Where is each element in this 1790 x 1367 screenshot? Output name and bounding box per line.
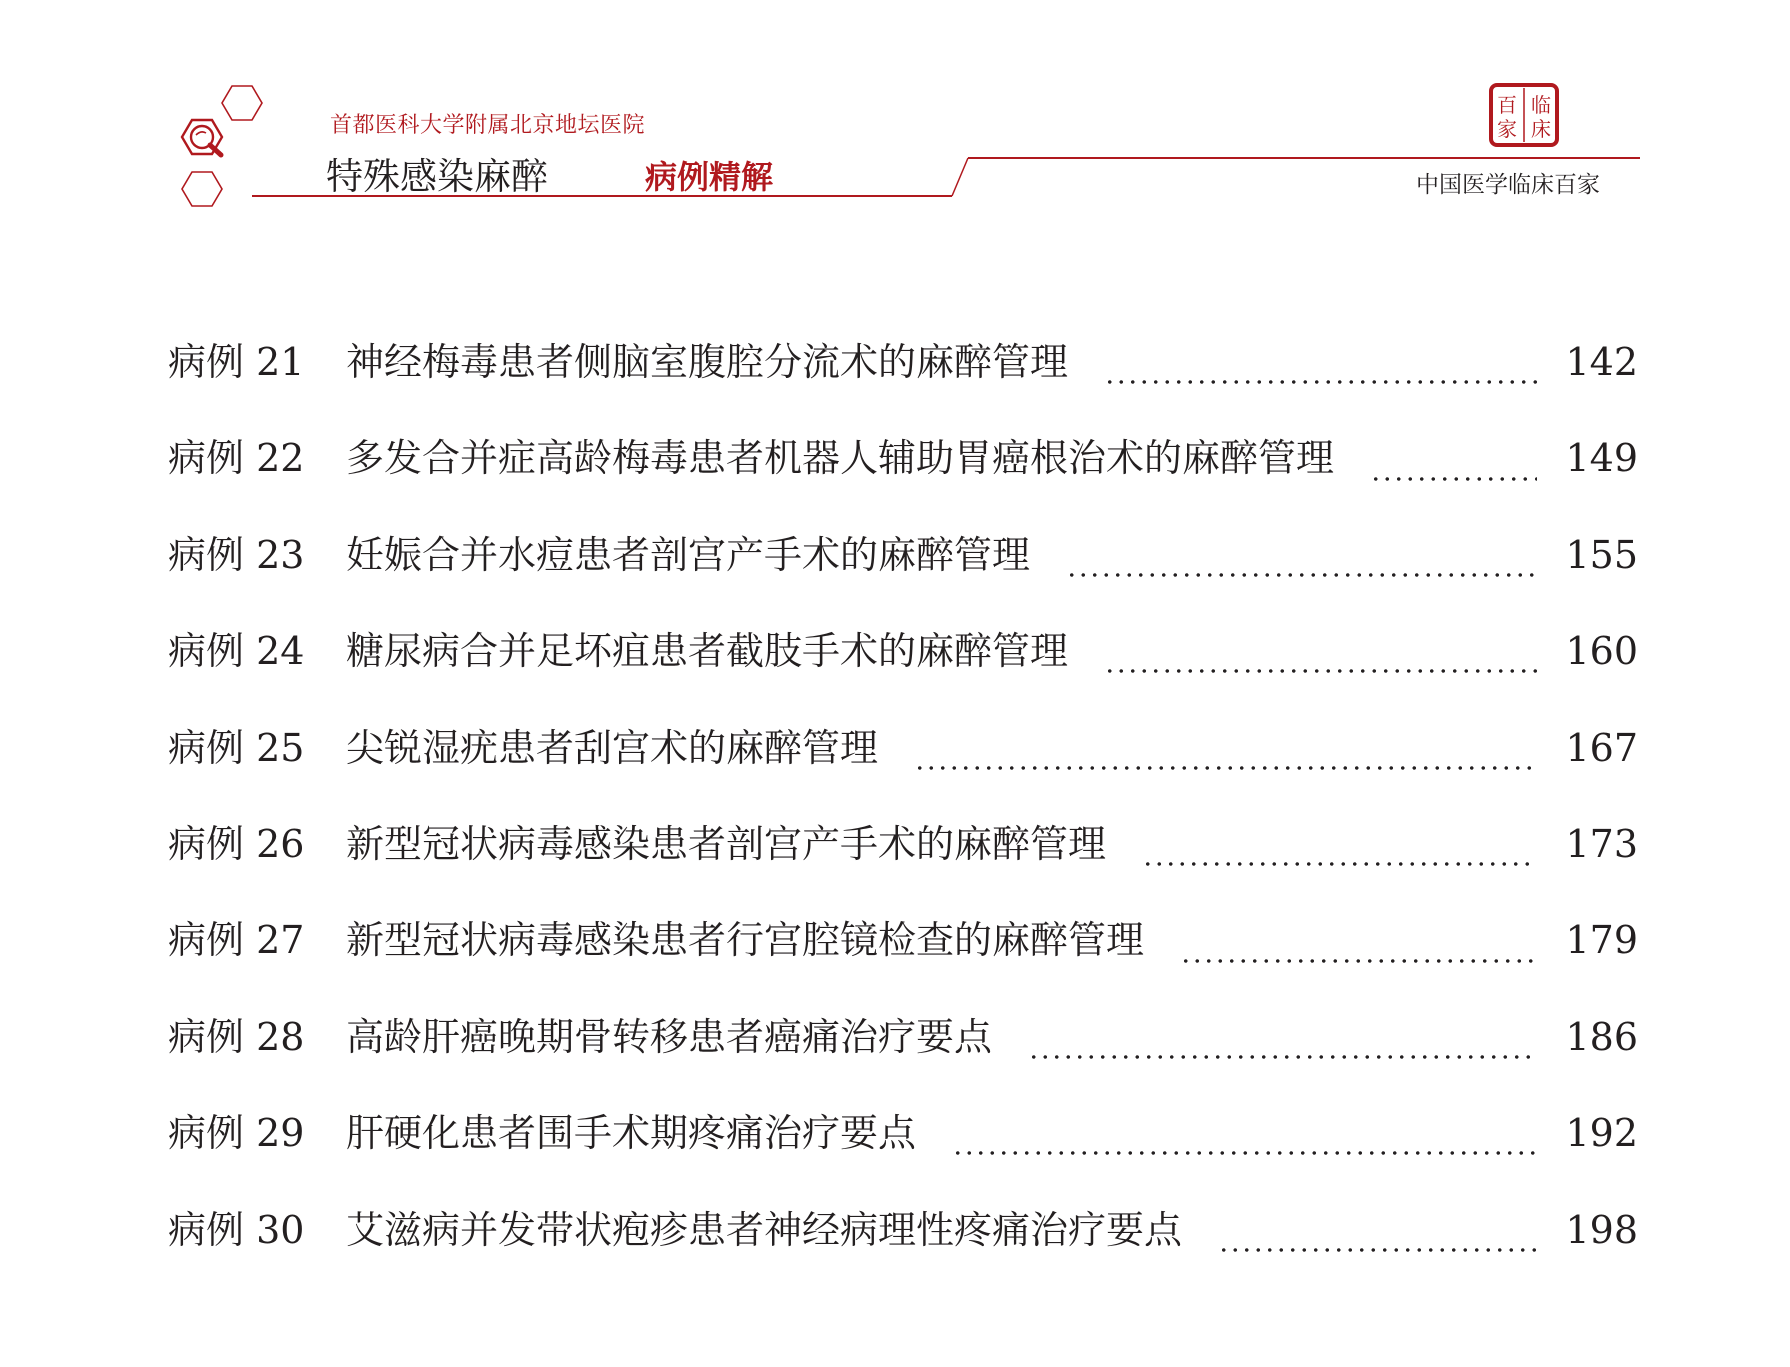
case-label: 病例 30: [168, 1207, 305, 1252]
case-label: 病例 28: [168, 1014, 305, 1059]
svg-text:家: 家: [1497, 117, 1517, 141]
case-title: 糖尿病合并足坏疽患者截肢手术的麻醉管理: [346, 629, 1069, 674]
page-number: 167: [1565, 725, 1638, 770]
toc-entry[interactable]: [168, 1005, 1638, 1101]
case-title: 多发合并症高龄梅毒患者机器人辅助胃癌根治术的麻醉管理: [346, 436, 1335, 481]
page-number: 173: [1565, 821, 1638, 866]
case-title: 艾滋病并发带状疱疹患者神经病理性疼痛治疗要点: [346, 1207, 1183, 1252]
dot-leader: [1066, 572, 1537, 578]
svg-text:床: 床: [1531, 117, 1551, 141]
page-number: 160: [1565, 629, 1638, 674]
toc-entry[interactable]: [168, 330, 1638, 426]
case-title: 尖锐湿疣患者刮宫术的麻醉管理: [346, 725, 879, 770]
case-label: 病例 29: [168, 1111, 305, 1156]
page-number: 186: [1565, 1014, 1638, 1059]
page-number: 192: [1565, 1111, 1638, 1156]
dot-leader: [1370, 476, 1537, 482]
case-title: 肝硬化患者围手术期疼痛治疗要点: [346, 1111, 917, 1156]
book-title: 特殊感染麻醉: [326, 155, 548, 198]
dot-leader: [1218, 1247, 1537, 1253]
table-of-contents: [168, 330, 1638, 1294]
toc-entry[interactable]: [168, 619, 1638, 715]
case-title: 高龄肝癌晚期骨转移患者癌痛治疗要点: [346, 1014, 993, 1059]
series-title: 病例精解: [645, 158, 774, 196]
dot-leader: [914, 765, 1537, 771]
case-title: 妊娠合并水痘患者剖宫产手术的麻醉管理: [346, 532, 1031, 577]
page-number: 155: [1565, 532, 1638, 577]
case-label: 病例 22: [168, 436, 305, 481]
page-header: [0, 0, 1790, 240]
case-title: 新型冠状病毒感染患者剖宫产手术的麻醉管理: [346, 821, 1107, 866]
svg-text:百: 百: [1497, 93, 1517, 117]
case-title: 新型冠状病毒感染患者行宫腔镜检查的麻醉管理: [346, 918, 1145, 963]
page-number: 149: [1565, 436, 1638, 481]
case-label: 病例 26: [168, 821, 305, 866]
seal-stamp-icon: [1488, 82, 1560, 148]
toc-entry[interactable]: [168, 908, 1638, 1004]
toc-entry[interactable]: [168, 1101, 1638, 1197]
page-number: 142: [1565, 340, 1638, 384]
dot-leader: [1104, 379, 1537, 385]
publisher-name: 中国医学临床百家: [1416, 172, 1600, 198]
case-label: 病例 27: [168, 918, 305, 963]
case-title: 神经梅毒患者侧脑室腹腔分流术的麻醉管理: [346, 340, 1069, 384]
case-label: 病例 24: [168, 629, 305, 674]
dot-leader: [1104, 668, 1537, 674]
hospital-name: 首都医科大学附属北京地坛医院: [330, 113, 646, 138]
toc-entry[interactable]: [168, 523, 1638, 619]
case-label: 病例 25: [168, 725, 305, 770]
toc-entry[interactable]: [168, 426, 1638, 522]
case-label: 病例 21: [168, 340, 305, 384]
page-number: 198: [1565, 1207, 1638, 1252]
dot-leader: [952, 1150, 1537, 1156]
dot-leader: [1180, 958, 1537, 964]
dot-leader: [1142, 861, 1537, 867]
page-number: 179: [1565, 918, 1638, 963]
case-label: 病例 23: [168, 532, 305, 577]
toc-entry[interactable]: [168, 716, 1638, 812]
dot-leader: [1028, 1054, 1537, 1060]
toc-entry[interactable]: [168, 812, 1638, 908]
toc-entry[interactable]: [168, 1198, 1638, 1294]
svg-text:临: 临: [1531, 93, 1551, 117]
